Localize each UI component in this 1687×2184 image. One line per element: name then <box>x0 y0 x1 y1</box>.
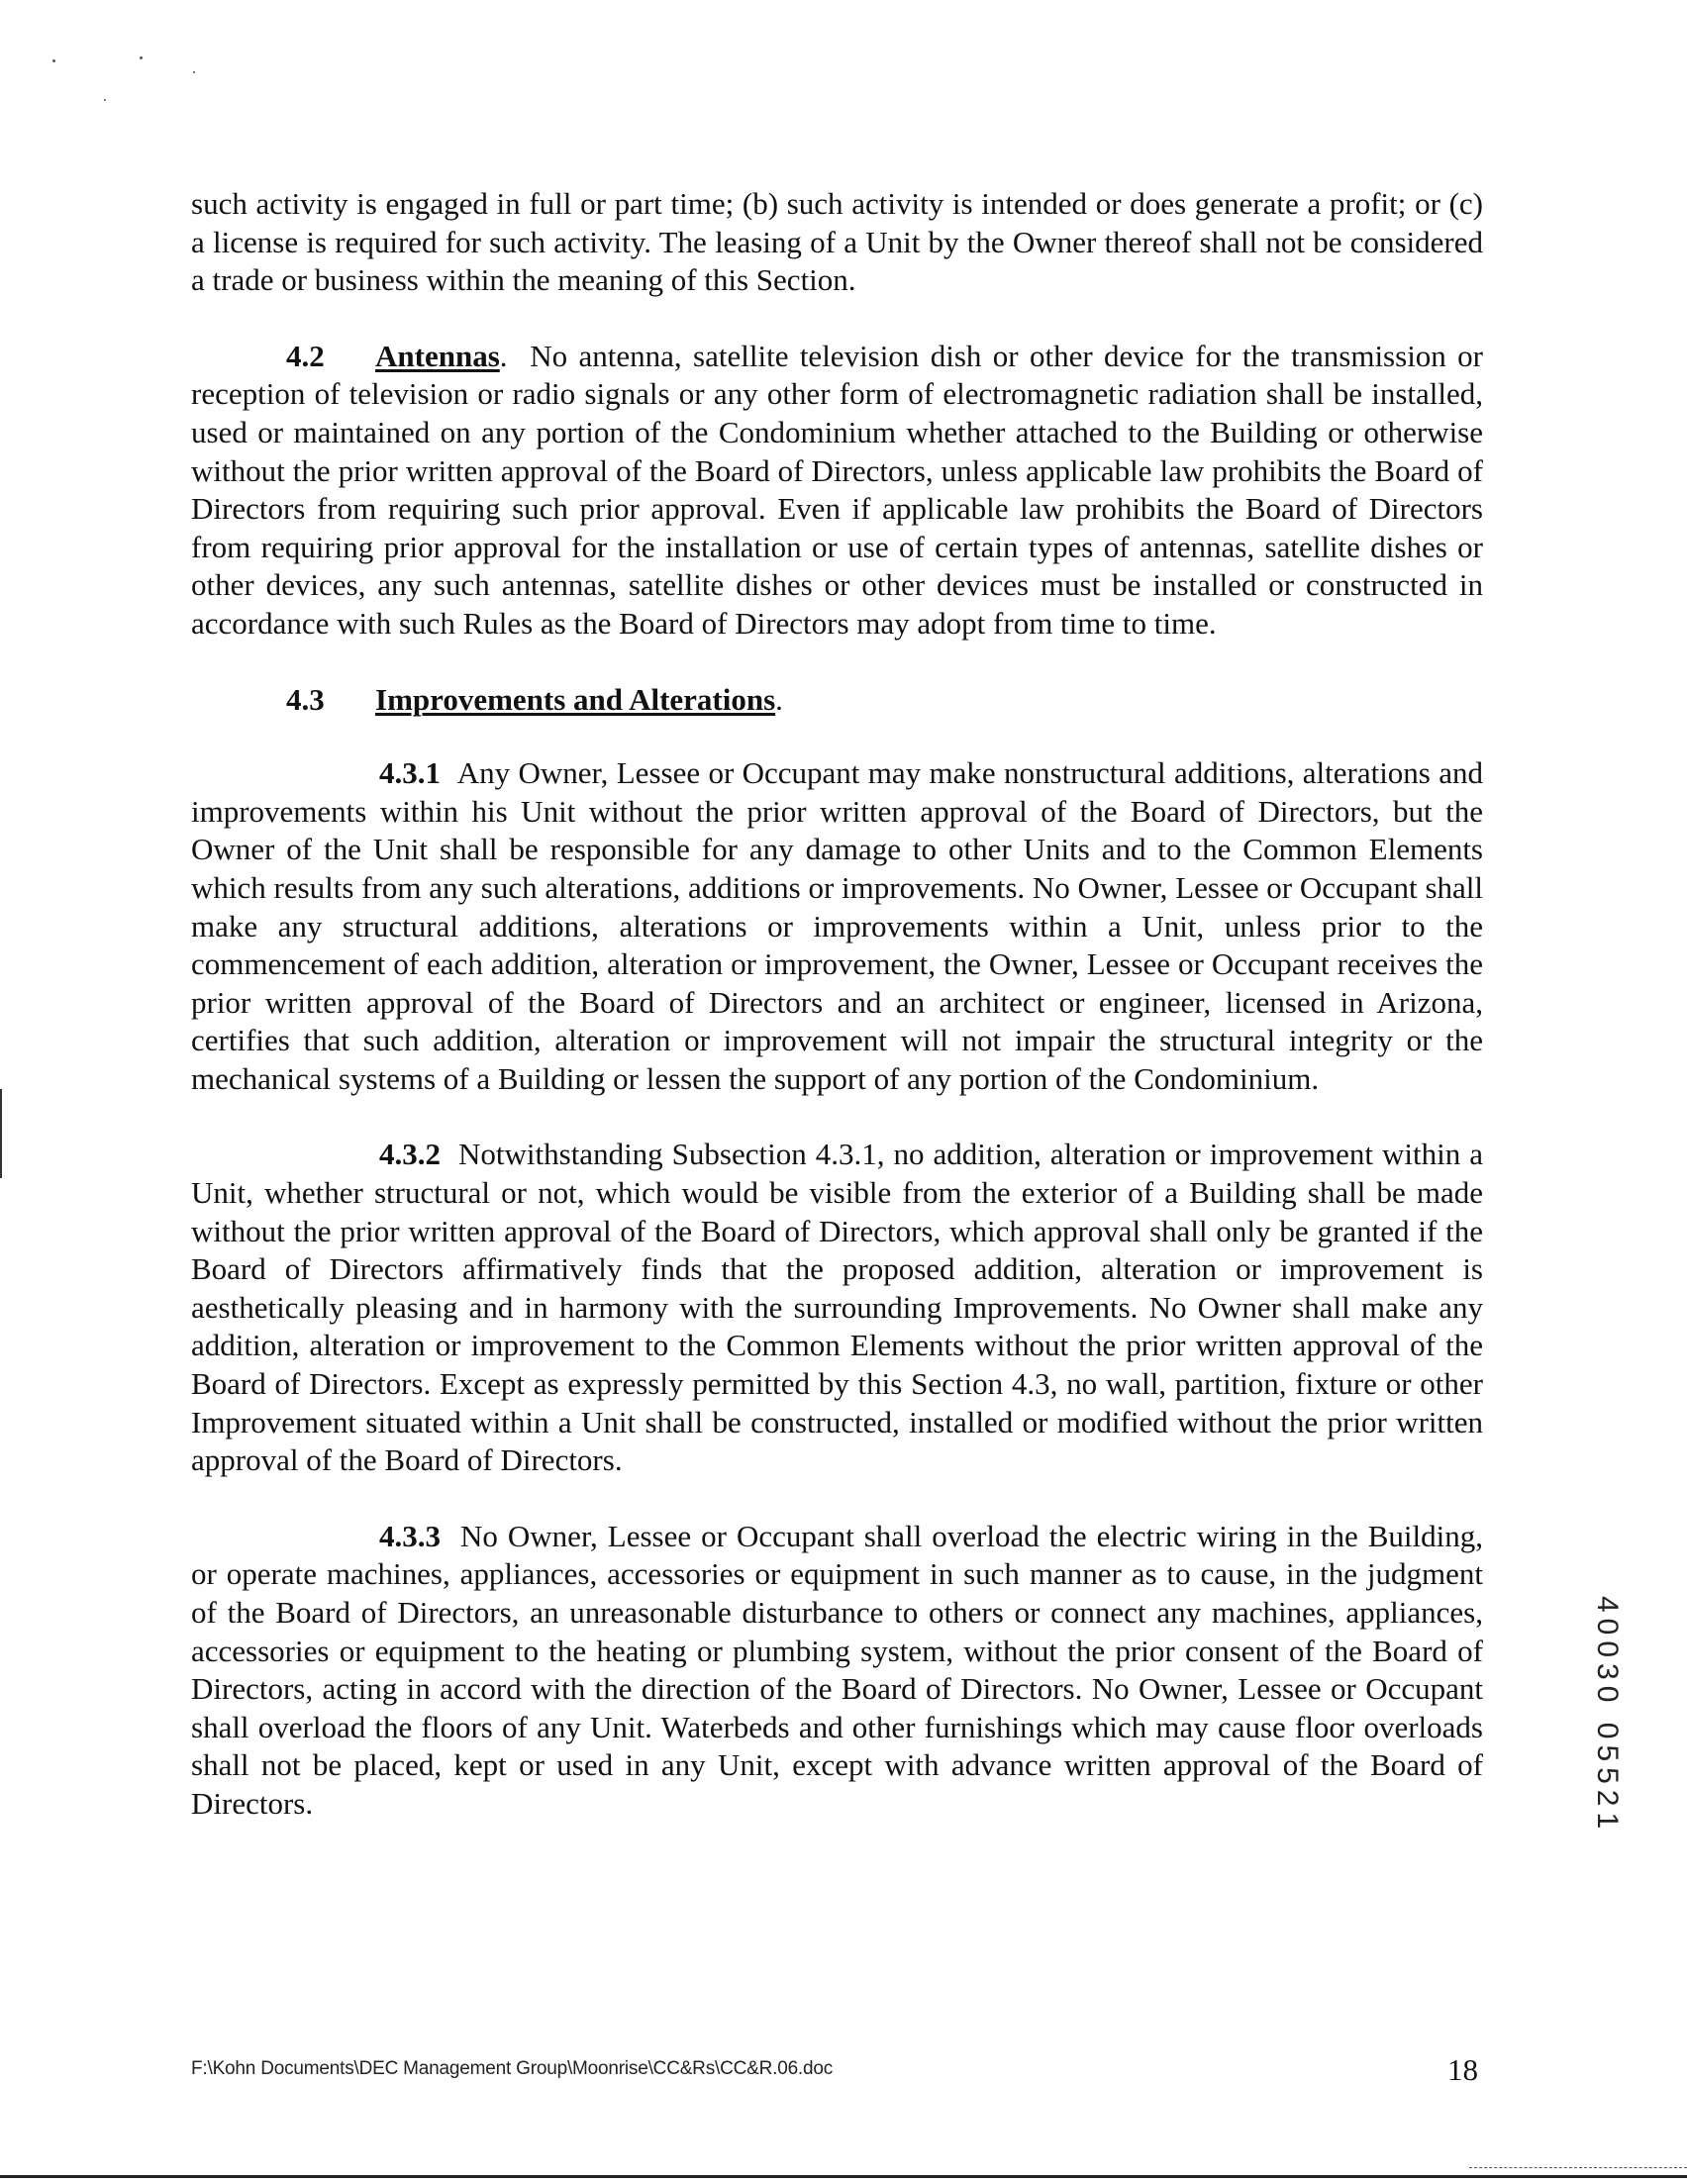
scan-speck <box>193 71 195 73</box>
section-4-2-title: Antennas <box>375 338 500 373</box>
subsection-4-3-3-body: No Owner, Lessee or Occupant shall overload the electric wiring in the Building, or operate machines, appliances, accessories or equipment in such manner as to cause, in the judgment of the Board of Directors, an unreasonable disturbance to others or connect any machines, appliances, accessories or equipment to the heating or plumbing system, without the prior consent of the Board of Directors, acting in accord with the direction of the Board of Directors. No Owner, Lessee or Occupant shall overload the floors of any Unit. Waterbeds and other furnishings which may cause floor overloads shall not be placed, kept or used in any Unit, except with advance written approval of the Board of Directors. <box>191 1518 1483 1821</box>
subsection-4-3-1-paragraph <box>191 754 1483 1098</box>
subsection-4-3-3-number: 4.3.3 <box>379 1518 441 1553</box>
subsection-4-3-1-number: 4.3.1 <box>379 755 441 791</box>
subsection-4-3-2-paragraph <box>191 1136 1483 1479</box>
document-body <box>191 185 1483 1824</box>
subsection-4-3-3-paragraph <box>191 1518 1483 1824</box>
recording-number-stamp: 40030 05521 <box>1591 1596 1624 1836</box>
scan-speck <box>52 59 55 62</box>
scan-edge-mark <box>0 1089 2 1178</box>
subsection-4-3-1-body: Any Owner, Lessee or Occupant may make nonstructural additions, alterations and improvements within his Unit without the prior written approval of the Board of Directors, but the Owner of the Unit shall be responsible for any damage to other Units and to the Common Elements which results from any such alterations, additions or improvements. No Owner, Lessee or Occupant shall make any structural additions, alterations or improvements within a Unit, unless prior to the commencement of each addition, alteration or improvement, the Owner, Lessee or Occupant receives the prior written approval of the Board of Directors and an architect or engineer, licensed in Arizona, certifies that such addition, alteration or improvement will not impair the structural integrity or the mechanical systems of a Building or lessen the support of any portion of the Condominium. <box>191 755 1484 1096</box>
section-4-3-title: Improvements and Alterations <box>375 681 776 717</box>
scan-speck <box>104 99 106 101</box>
scan-bottom-dashes <box>1469 2167 1687 2169</box>
intro-paragraph: such activity is engaged in full or part time; (b) such activity is intended or does generate a profit; or (c) a license is required for such activity. The leasing of a Unit by the Owner thereof shall not be considered a trade or business within the meaning of this Section. <box>191 186 1483 298</box>
section-4-3-heading: 4.3 Improvements and Alterations. <box>191 681 1483 720</box>
scan-bottom-edge <box>0 2175 1687 2178</box>
page-number: 18 <box>1447 2052 1478 2087</box>
subsection-4-3-2-body: Notwithstanding Subsection 4.3.1, no addition, alteration or improvement within a Unit, whether structural or not, which would be visible from the exterior of a Building shall be made without the prior written approval of the Board of Directors, which approval shall only be granted if the Board of Directors affirmatively finds that the proposed addition, alteration or improvement is aesthetically pleasing and in harmony with the surrounding Improvements. No Owner shall make any addition, alteration or improvement to the Common Elements without the prior written approval of the Board of Directors. Except as expressly permitted by this Section 4.3, no wall, partition, fixture or other Improvement situated within a Unit shall be constructed, installed or modified without the prior written approval of the Board of Directors. <box>191 1137 1484 1478</box>
scan-speck <box>140 56 143 59</box>
section-4-2-body: No antenna, satellite television dish or other device for the transmission or reception of television or radio signals or any other form of electromagnetic radiation shall be installed, used or maintained on any portion of the Condominium whether attached to the Building or otherwise without the prior written approval of the Board of Directors, unless applicable law prohibits the Board of Directors from requiring such prior approval. Even if applicable law prohibits the Board of Directors from requiring prior approval for the installation or use of certain types of antennas, satellite dishes or other devices, any such antennas, satellite dishes or other devices must be installed or constructed in accordance with such Rules as the Board of Directors may adopt from time to time. <box>191 338 1483 641</box>
section-4-3-number: 4.3 <box>286 681 325 717</box>
footer-file-path: F:\Kohn Documents\DEC Management Group\Moonrise\CC&Rs\CC&R.06.doc <box>191 2058 834 2079</box>
section-4-2-paragraph: 4.2 Antennas. No antenna, satellite television dish or other device for the transmission or reception of television or radio signals or any other form of electromagnetic radiation shall be installed, used or maintained on any portion of the Condominium whether attached to the Building or otherwise without the prior written approval of the Board of Directors, unless applicable law prohibits the Board of Directors from requiring such prior approval. Even if applicable law prohibits the Board of Directors from requiring prior approval for the installation or use of certain types of antennas, satellite dishes or other devices, any such antennas, satellite dishes or other devices must be installed or constructed in accordance with such Rules as the Board of Directors may adopt from time to time. <box>191 338 1483 641</box>
section-4-2-number: 4.2 <box>286 338 325 373</box>
subsection-4-3-2-number: 4.3.2 <box>379 1137 441 1172</box>
